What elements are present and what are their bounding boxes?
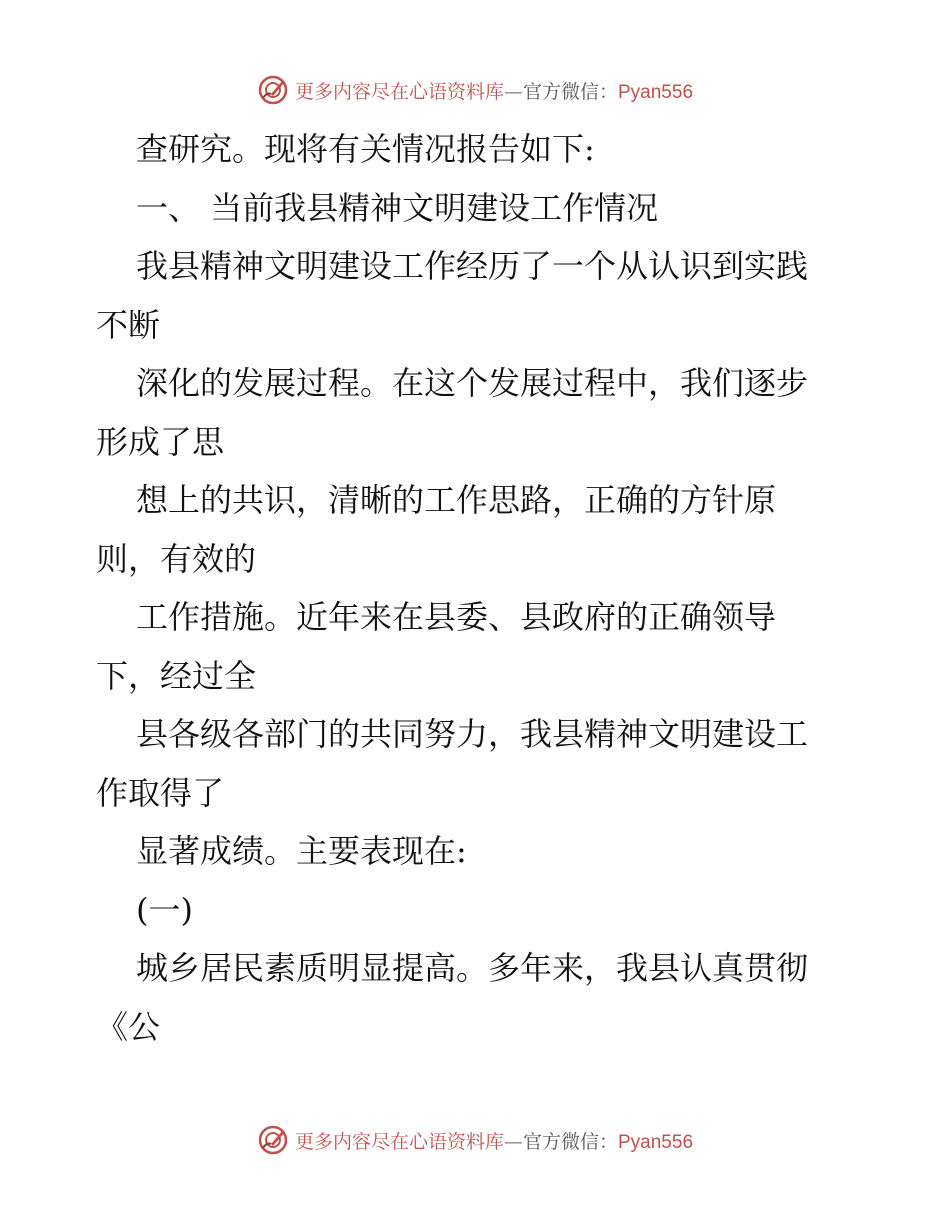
body-line: 形成了思 <box>96 422 225 461</box>
watermark-text <box>295 77 693 104</box>
body-line: 县各级各部门的共同努力，我县精神文明建设工 <box>136 715 809 753</box>
subsection-marker: (一) <box>136 890 193 929</box>
footer-watermark <box>0 1120 950 1160</box>
watermark-wechat-id: Pyan556 <box>618 81 694 103</box>
watermark-site: 更多内容尽在心语资料库 <box>294 1130 504 1153</box>
body-line: 查研究。现将有关情况报告如下: <box>136 130 595 168</box>
body-line: 想上的共识，清晰的工作思路，正确的方针原 <box>136 481 777 519</box>
body-line: 则，有效的 <box>96 539 257 578</box>
watermark-text <box>295 1127 693 1154</box>
body-line: 工作措施。近年来在县委、县政府的正确领导 <box>136 598 777 636</box>
watermark-wechat-id: Pyan556 <box>618 1131 694 1153</box>
section-heading: 一、 当前我县精神文明建设工作情况 <box>136 188 659 227</box>
body-line: 显著成绩。主要表现在: <box>136 832 467 870</box>
watermark-wechat-label: 官方微信： <box>522 80 618 103</box>
body-line: 作取得了 <box>96 773 225 812</box>
watermark-logo-icon <box>257 74 289 106</box>
body-line: 不断 <box>96 305 161 344</box>
body-line: 下，经过全 <box>96 656 257 695</box>
body-line: 深化的发展过程。在这个发展过程中，我们逐步 <box>136 364 809 402</box>
watermark-logo-icon <box>257 1124 289 1156</box>
body-line: 我县精神文明建设工作经历了一个从认识到实践 <box>136 247 809 285</box>
body-line: 《公 <box>96 1007 161 1046</box>
header-watermark <box>0 70 950 110</box>
watermark-site: 更多内容尽在心语资料库 <box>294 80 504 103</box>
document-body <box>96 120 866 1056</box>
watermark-dash: — <box>503 80 523 103</box>
watermark-dash: — <box>503 1130 523 1153</box>
body-line: 城乡居民素质明显提高。多年来，我县认真贯彻 <box>136 949 809 987</box>
watermark-wechat-label: 官方微信： <box>522 1130 618 1153</box>
